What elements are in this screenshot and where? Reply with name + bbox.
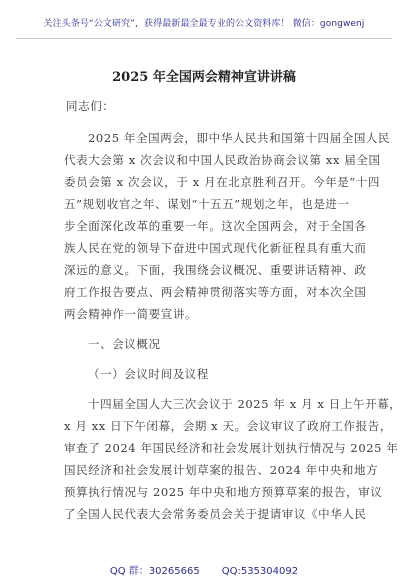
- paragraph-line: 国民经济和社会发展计划草案的报告、2024 年中央和地方: [64, 463, 379, 477]
- paragraph-line: 府工作报告要点、两会精神贯彻落实等方面，对本次全国: [64, 285, 367, 299]
- paragraph-line: 两会精神作一简要宣讲。: [64, 307, 198, 321]
- paragraph-line: 深远的意义。下面，我围绕会议概况、重要讲话精神、政: [64, 263, 367, 277]
- paragraph-line: 委员会第 x 次会议，于 x 月在北京胜利召开。今年是“十四: [64, 175, 380, 189]
- paragraph-line: 了全国人民代表大会常务委员会关于提请审议《中华人民: [64, 507, 367, 521]
- footer-qq-number: QQ:535304092: [221, 566, 299, 577]
- salutation: 同志们：: [66, 99, 115, 113]
- paragraph-line: 族人民在党的领导下奋进中国式现代化新征程具有重大而: [64, 241, 367, 255]
- header-promo-note: 关注头条号“公文研究”，获得最新最全最专业的公文资料库！ 微信：gongwenj: [43, 19, 365, 29]
- paragraph-line: 代表大会第 x 次会议和中国人民政治协商会议第 xx 届全国: [64, 153, 381, 167]
- footer-contact: [0, 562, 408, 577]
- subsection-heading: （一）会议时间及议程: [88, 367, 209, 381]
- paragraph-line: x 月 xx 日下午闭幕，会期 x 天。会议审议了政府工作报告，: [64, 419, 392, 433]
- paragraph-line: 审查了 2024 年国民经济和社会发展计划执行情况与 2025 年: [64, 441, 399, 455]
- header-divider: [16, 38, 392, 39]
- document-title: 2025 年全国两会精神宣讲讲稿: [112, 70, 296, 85]
- footer-qq-group: QQ 群：30265665: [109, 566, 200, 577]
- paragraph-line: 步全面深化改革的重要一年。这次全国两会，对于全国各: [64, 219, 367, 233]
- paragraph-line: 五”规划收官之年、谋划“十五五”规划之年，也是进一: [64, 197, 350, 211]
- section-heading: 一、会议概况: [88, 337, 161, 351]
- paragraph-line: 预算执行情况与 2025 年中央和地方预算草案的报告，审议: [64, 485, 383, 499]
- paragraph-line: 2025 年全国两会，即中华人民共和国第十四届全国人民: [88, 131, 391, 145]
- paragraph-line: 十四届全国人大三次会议于 2025 年 x 月 x 日上午开幕，: [88, 397, 402, 411]
